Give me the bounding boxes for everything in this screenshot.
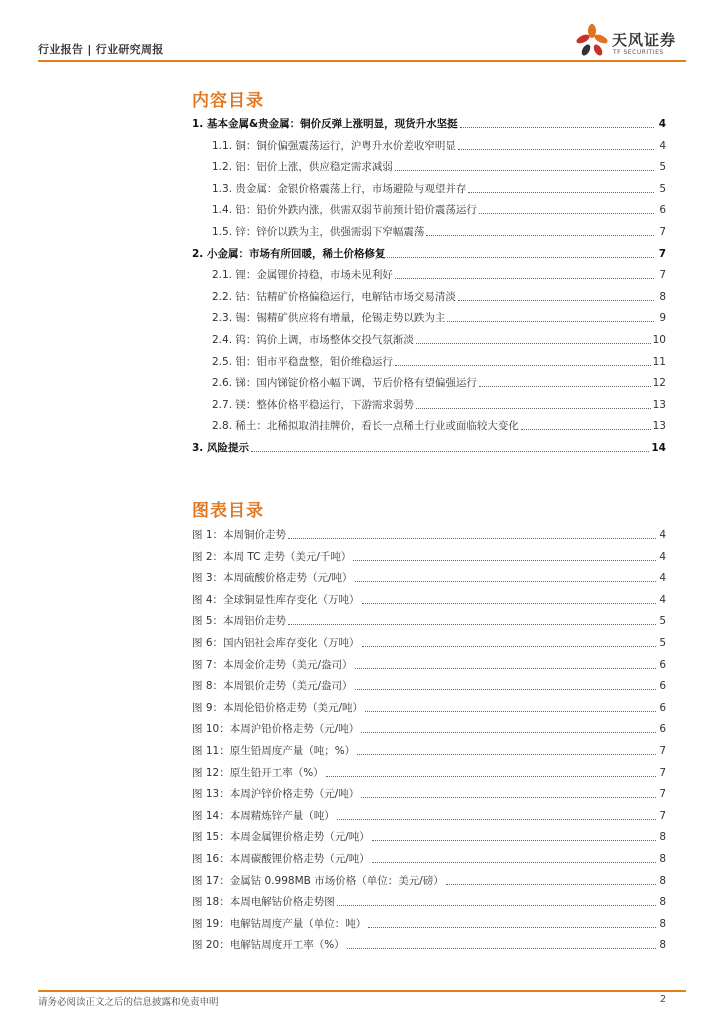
dot-leader bbox=[458, 300, 654, 301]
figure-entry[interactable] bbox=[192, 632, 666, 650]
dot-leader bbox=[468, 192, 654, 193]
entry-title: 图 2：本周 TC 走势（美元/千吨） bbox=[192, 550, 352, 563]
toc-entry[interactable] bbox=[192, 264, 666, 282]
dot-leader bbox=[288, 624, 656, 625]
dot-leader bbox=[326, 776, 656, 777]
dot-leader bbox=[337, 905, 656, 906]
entry-page-number: 6 bbox=[659, 680, 666, 693]
entry-page-number: 8 bbox=[659, 290, 666, 303]
entry-title: 图 14：本周精炼锌产量（吨） bbox=[192, 809, 335, 822]
entry-title: 2. 小金属：市场有所回暖，稀土价格修复 bbox=[192, 247, 386, 260]
dot-leader bbox=[416, 408, 651, 409]
entry-title: 2.5. 钼：钼市平稳盘整，钼价维稳运行 bbox=[212, 355, 393, 368]
entry-title: 图 19：电解钴周度产量（单位：吨） bbox=[192, 917, 367, 930]
dot-leader bbox=[521, 429, 651, 430]
dot-leader bbox=[372, 862, 656, 863]
entry-title: 2.8. 稀土：北稀拟取消挂牌价，看长一点稀土行业或面临较大变化 bbox=[212, 420, 519, 433]
entry-title: 2.1. 锂：金属锂价持稳，市场未见利好 bbox=[212, 269, 393, 282]
entry-title: 图 13：本周沪锌价格走势（元/吨） bbox=[192, 788, 360, 801]
entry-title: 图 8：本周银价走势（美元/盎司） bbox=[192, 680, 353, 693]
entry-page-number: 8 bbox=[659, 831, 666, 844]
figure-entry[interactable] bbox=[192, 870, 666, 888]
entry-page-number: 5 bbox=[659, 161, 666, 174]
logo-text: 天风证券 bbox=[612, 31, 677, 49]
footer-disclaimer: 请务必阅读正文之后的信息披露和免责申明 bbox=[38, 997, 219, 1008]
entry-title: 图 10：本周沪铅价格走势（元/吨） bbox=[192, 723, 360, 736]
entry-page-number: 14 bbox=[651, 442, 666, 454]
dot-leader bbox=[460, 127, 654, 128]
dot-leader bbox=[458, 149, 654, 150]
dot-leader bbox=[362, 646, 656, 647]
entry-title: 图 1：本周铜价走势 bbox=[192, 529, 287, 541]
entry-page-number: 4 bbox=[659, 529, 666, 541]
entry-page-number: 8 bbox=[659, 917, 666, 930]
footer-divider bbox=[38, 990, 686, 992]
entry-page-number: 8 bbox=[659, 896, 666, 909]
entry-title: 图 6：国内铝社会库存变化（万吨） bbox=[192, 637, 360, 649]
entry-page-number: 4 bbox=[659, 550, 666, 563]
figure-entry[interactable] bbox=[192, 524, 666, 542]
entry-page-number: 4 bbox=[659, 593, 666, 606]
entry-page-number: 4 bbox=[659, 572, 666, 585]
entry-page-number: 7 bbox=[659, 745, 666, 757]
entry-title: 2.6. 锑：国内锑锭价格小幅下调，节后价格有望偏强运行 bbox=[212, 377, 477, 390]
entry-title: 图 3：本周硫酸价格走势（元/吨） bbox=[192, 572, 353, 585]
entry-title: 图 12：原生铅开工率（%） bbox=[192, 766, 324, 779]
toc-entry[interactable] bbox=[192, 135, 666, 153]
dot-leader bbox=[395, 170, 654, 171]
entry-page-number: 6 bbox=[659, 658, 666, 671]
entry-title: 图 18：本周电解钴价格走势图 bbox=[192, 896, 335, 909]
toc-entry[interactable] bbox=[192, 394, 666, 412]
dot-leader bbox=[353, 560, 656, 561]
figure-entry[interactable] bbox=[192, 891, 666, 909]
entry-page-number: 4 bbox=[659, 139, 666, 152]
dot-leader bbox=[395, 365, 651, 366]
logo-subtext: TF SECURITIES bbox=[613, 49, 664, 56]
entry-page-number: 12 bbox=[652, 377, 666, 390]
entry-title: 1. 基本金属&贵金属：铜价反弹上涨明显，现货升水坚挺 bbox=[192, 118, 458, 130]
figure-entry[interactable] bbox=[192, 740, 666, 758]
figure-entry[interactable] bbox=[192, 546, 666, 564]
figure-entry[interactable] bbox=[192, 654, 666, 672]
dot-leader bbox=[337, 819, 656, 820]
entry-page-number: 5 bbox=[659, 615, 666, 628]
entry-title: 图 17：金属钴 0.998MB 市场价格（单位：美元/磅） bbox=[192, 874, 444, 887]
dot-leader bbox=[355, 581, 656, 582]
entry-page-number: 6 bbox=[659, 723, 666, 736]
entry-page-number: 10 bbox=[652, 334, 666, 346]
toc-entry[interactable] bbox=[192, 113, 666, 131]
dot-leader bbox=[361, 732, 656, 733]
entry-page-number: 7 bbox=[659, 809, 666, 822]
entry-page-number: 11 bbox=[652, 355, 666, 368]
header-divider bbox=[38, 60, 686, 62]
entry-title: 2.2. 钴：钴精矿价格偏稳运行，电解钴市场交易清淡 bbox=[212, 290, 456, 303]
entry-page-number: 6 bbox=[659, 701, 666, 714]
figure-entry[interactable] bbox=[192, 762, 666, 780]
toc-entry[interactable] bbox=[192, 372, 666, 390]
figures-heading: 图表目录 bbox=[192, 501, 264, 521]
entry-page-number: 5 bbox=[659, 182, 666, 195]
entry-title: 图 11：原生铅周度产量（吨；%） bbox=[192, 745, 356, 757]
figure-entry[interactable] bbox=[192, 783, 666, 801]
dot-leader bbox=[416, 343, 651, 344]
entry-title: 1.2. 铝：铝价上涨，供应稳定需求减弱 bbox=[212, 161, 393, 174]
toc-entry[interactable] bbox=[192, 307, 666, 325]
dot-leader bbox=[395, 278, 654, 279]
entry-title: 图 16：本周碳酸锂价格走势（元/吨） bbox=[192, 853, 370, 865]
entry-title: 图 15：本周金属锂价格走势（元/吨） bbox=[192, 831, 370, 844]
toc-entry[interactable] bbox=[192, 329, 666, 347]
toc-entry[interactable] bbox=[192, 415, 666, 433]
dot-leader bbox=[479, 213, 654, 214]
toc-entry[interactable] bbox=[192, 243, 666, 261]
figure-entry[interactable] bbox=[192, 718, 666, 736]
figure-entry[interactable] bbox=[192, 567, 666, 585]
entry-page-number: 9 bbox=[659, 312, 666, 325]
entry-title: 2.4. 钨：钨价上调，市场整体交投气氛渐淡 bbox=[212, 334, 414, 346]
figure-entry[interactable] bbox=[192, 934, 666, 952]
dot-leader bbox=[347, 948, 656, 949]
dot-leader bbox=[288, 538, 656, 539]
toc-entry[interactable] bbox=[192, 286, 666, 304]
dot-leader bbox=[446, 884, 656, 885]
toc-entry[interactable] bbox=[192, 178, 666, 196]
dot-leader bbox=[368, 927, 656, 928]
figure-entry[interactable] bbox=[192, 610, 666, 628]
entry-title: 1.1. 铜：铜价偏强震荡运行，沪粤升水价差收窄明显 bbox=[212, 139, 456, 152]
figure-entry[interactable] bbox=[192, 675, 666, 693]
entry-page-number: 8 bbox=[659, 853, 666, 865]
entry-page-number: 13 bbox=[652, 420, 666, 433]
figure-entry[interactable] bbox=[192, 697, 666, 715]
toc-entry[interactable] bbox=[192, 199, 666, 217]
toc-entry[interactable] bbox=[192, 221, 666, 239]
entry-page-number: 8 bbox=[659, 939, 666, 952]
entry-page-number: 6 bbox=[659, 204, 666, 217]
entry-title: 1.3. 贵金属：金银价格震荡上行，市场避险与观望并存 bbox=[212, 182, 467, 195]
entry-page-number: 13 bbox=[652, 398, 666, 411]
entry-title: 图 20：电解钴周度开工率（%） bbox=[192, 939, 345, 952]
toc-entry[interactable] bbox=[192, 156, 666, 174]
dot-leader bbox=[479, 386, 651, 387]
entry-page-number: 7 bbox=[659, 788, 666, 801]
entry-page-number: 5 bbox=[659, 637, 666, 649]
dot-leader bbox=[357, 754, 656, 755]
dot-leader bbox=[355, 668, 656, 669]
entry-page-number: 7 bbox=[659, 269, 666, 282]
report-category: 行业报告 | 行业研究周报 bbox=[38, 43, 164, 56]
page-number: 2 bbox=[659, 994, 666, 1005]
dot-leader bbox=[387, 257, 654, 258]
entry-page-number: 4 bbox=[658, 118, 666, 130]
dot-leader bbox=[426, 235, 654, 236]
entry-page-number: 7 bbox=[659, 226, 666, 238]
entry-title: 图 5：本周铝价走势 bbox=[192, 615, 287, 628]
entry-title: 1.5. 锌：锌价以跌为主，供强需弱下窄幅震荡 bbox=[212, 226, 425, 238]
entry-title: 2.3. 锡：锡精矿供应将有增量，伦锡走势以跌为主 bbox=[212, 312, 446, 325]
entry-page-number: 7 bbox=[659, 766, 666, 779]
toc-entry[interactable] bbox=[192, 437, 666, 455]
entry-title: 图 9：本周伦铅价格走势（美元/吨） bbox=[192, 701, 364, 714]
figure-entry[interactable] bbox=[192, 805, 666, 823]
page-header bbox=[38, 0, 686, 62]
toc-heading: 内容目录 bbox=[192, 91, 264, 111]
entry-page-number: 8 bbox=[659, 874, 666, 887]
entry-title: 2.7. 镁：整体价格平稳运行，下游需求弱势 bbox=[212, 398, 414, 411]
figure-entry[interactable] bbox=[192, 589, 666, 607]
logo-flower-icon bbox=[574, 22, 610, 58]
dot-leader bbox=[362, 603, 656, 604]
figure-entry[interactable] bbox=[192, 848, 666, 866]
dot-leader bbox=[447, 321, 654, 322]
entry-title: 图 7：本周金价走势（美元/盎司） bbox=[192, 658, 353, 671]
entry-title: 图 4：全球铜显性库存变化（万吨） bbox=[192, 593, 360, 606]
dot-leader bbox=[372, 840, 656, 841]
toc-entry[interactable] bbox=[192, 351, 666, 369]
dot-leader bbox=[361, 797, 656, 798]
entry-title: 1.4. 铅：铅价外跌内涨，供需双弱节前预计铅价震荡运行 bbox=[212, 204, 477, 217]
dot-leader bbox=[355, 689, 656, 690]
entry-title: 3. 风险提示 bbox=[192, 442, 249, 454]
figure-entry[interactable] bbox=[192, 826, 666, 844]
entry-page-number: 7 bbox=[658, 247, 666, 260]
company-logo bbox=[574, 22, 686, 58]
figure-entry[interactable] bbox=[192, 913, 666, 931]
dot-leader bbox=[251, 451, 649, 452]
dot-leader bbox=[365, 711, 656, 712]
